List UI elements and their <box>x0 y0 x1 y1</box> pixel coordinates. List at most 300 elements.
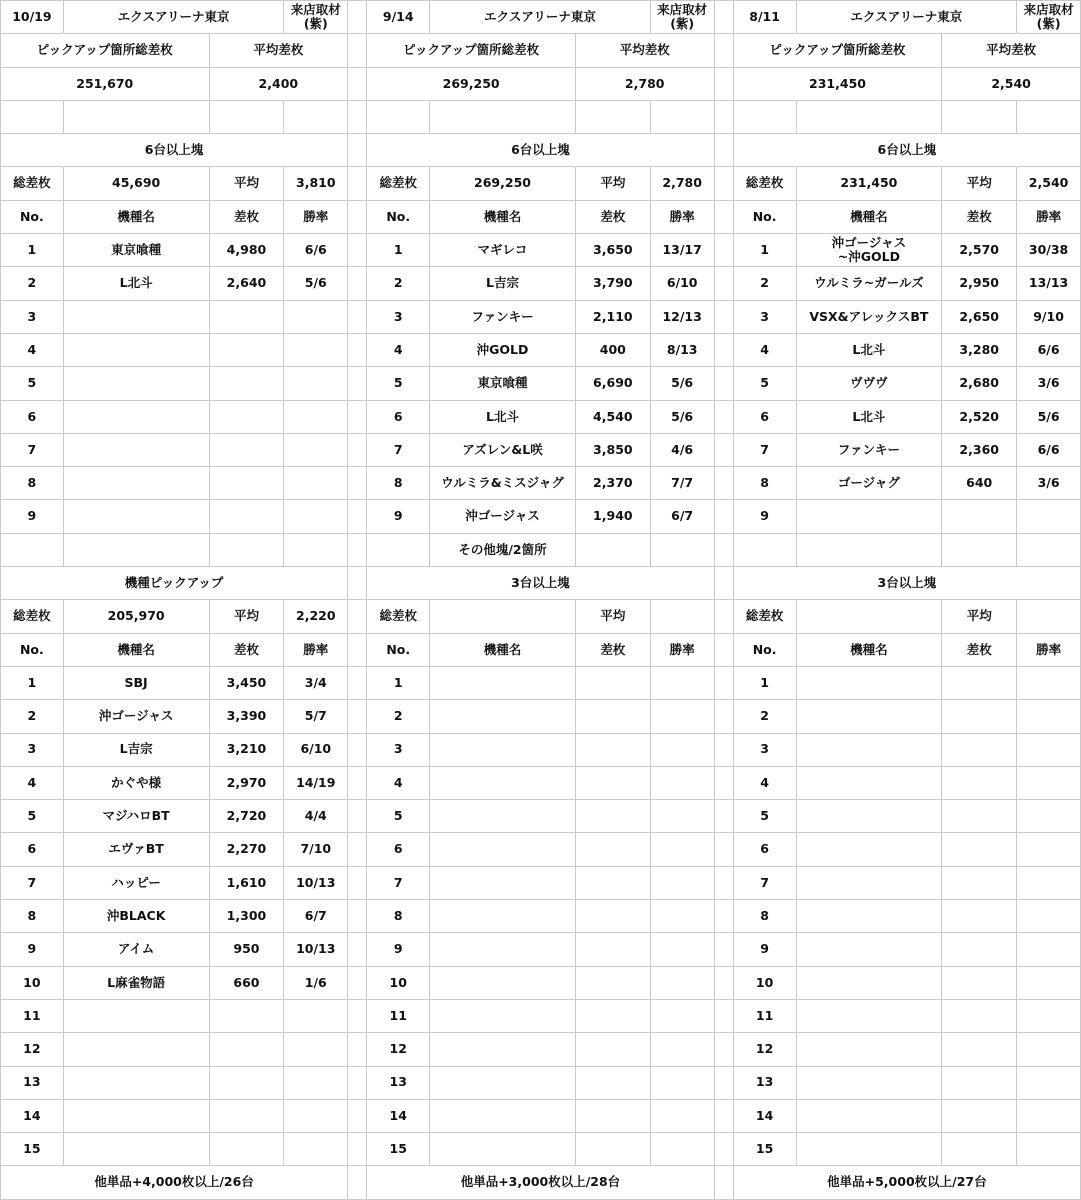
avg-value: 3,810 <box>284 167 347 199</box>
diff-value: 3,450 <box>210 667 284 699</box>
row-number: 4 <box>367 767 429 799</box>
model-name <box>430 700 575 732</box>
model-name: マギレコ <box>430 234 575 266</box>
sheet-row <box>1 1067 1080 1099</box>
no-header: No. <box>367 201 429 233</box>
win-rate <box>651 1033 714 1065</box>
diff-value <box>942 734 1016 766</box>
other-clusters-note <box>797 534 942 566</box>
win-rate <box>1017 900 1080 932</box>
column-spacer <box>348 567 366 599</box>
row-number: 1 <box>367 234 429 266</box>
diff-value <box>942 500 1016 532</box>
column-spacer <box>715 800 733 832</box>
row-number: 2 <box>1 700 63 732</box>
sum-label: 総差枚 <box>367 167 429 199</box>
row-number: 6 <box>1 833 63 865</box>
model-name <box>797 900 942 932</box>
average-value: 2,780 <box>576 68 714 100</box>
model-name <box>64 367 209 399</box>
avg-value: 2,220 <box>284 600 347 632</box>
diff-value: 660 <box>210 967 284 999</box>
row-number: 6 <box>734 401 796 433</box>
diff-value <box>210 434 284 466</box>
sheet-row <box>1 1166 1080 1198</box>
column-spacer <box>348 467 366 499</box>
avg-label: 平均 <box>210 600 284 632</box>
win-rate: 12/13 <box>651 301 714 333</box>
sheet-row <box>1 933 1080 965</box>
diff-header: 差枚 <box>210 634 284 666</box>
row-number: 2 <box>734 700 796 732</box>
row-number: 15 <box>1 1133 63 1165</box>
win-rate <box>1017 867 1080 899</box>
other-clusters-note: その他塊/2箇所 <box>430 534 575 566</box>
column-spacer <box>348 767 366 799</box>
sum-label: 総差枚 <box>367 600 429 632</box>
column-spacer <box>715 567 733 599</box>
no-header: No. <box>367 634 429 666</box>
win-rate <box>1017 1033 1080 1065</box>
row-number: 4 <box>367 334 429 366</box>
model-name: ヴヴヴ <box>797 367 942 399</box>
model-name <box>430 800 575 832</box>
diff-value <box>942 1100 1016 1132</box>
model-name: 沖GOLD <box>430 334 575 366</box>
model-name: アズレン&L咲 <box>430 434 575 466</box>
row-number: 5 <box>1 800 63 832</box>
average-label: 平均差枚 <box>576 34 714 66</box>
model-name <box>797 967 942 999</box>
model-header: 機種名 <box>797 634 942 666</box>
column-spacer <box>348 967 366 999</box>
blank-cell <box>576 534 650 566</box>
sheet-row <box>1 734 1080 766</box>
column-spacer <box>715 1133 733 1165</box>
row-number: 3 <box>734 301 796 333</box>
diff-header: 差枚 <box>942 634 1016 666</box>
diff-value: 3,280 <box>942 334 1016 366</box>
model-name <box>430 1000 575 1032</box>
model-header: 機種名 <box>797 201 942 233</box>
win-rate: 6/7 <box>284 900 347 932</box>
row-number: 7 <box>1 867 63 899</box>
column-spacer <box>715 734 733 766</box>
diff-value: 400 <box>576 334 650 366</box>
win-rate <box>1017 800 1080 832</box>
model-name <box>797 833 942 865</box>
column-spacer <box>715 900 733 932</box>
model-name: ゴージャグ <box>797 467 942 499</box>
win-rate: 14/19 <box>284 767 347 799</box>
average-value: 2,540 <box>942 68 1080 100</box>
other-clusters-note <box>64 534 209 566</box>
win-rate <box>651 833 714 865</box>
row-number: 2 <box>1 267 63 299</box>
win-rate: 7/10 <box>284 833 347 865</box>
diff-value <box>942 1133 1016 1165</box>
win-rate <box>284 500 347 532</box>
win-rate <box>651 900 714 932</box>
row-number: 12 <box>734 1033 796 1065</box>
diff-value <box>210 367 284 399</box>
sheet-row <box>1 68 1080 100</box>
column-spacer <box>348 700 366 732</box>
diff-value: 640 <box>942 467 1016 499</box>
diff-value <box>210 1100 284 1132</box>
blank-cell <box>1 101 63 133</box>
diff-value <box>942 1000 1016 1032</box>
column-spacer <box>715 167 733 199</box>
column-spacer <box>348 900 366 932</box>
model-name <box>797 1100 942 1132</box>
winrate-header: 勝率 <box>284 634 347 666</box>
model-name <box>430 933 575 965</box>
diff-value: 2,370 <box>576 467 650 499</box>
sheet-row <box>1 467 1080 499</box>
win-rate: 10/13 <box>284 867 347 899</box>
section-title: 3台以上塊 <box>367 567 713 599</box>
diff-value <box>576 933 650 965</box>
win-rate <box>1017 700 1080 732</box>
section-title: 機種ピックアップ <box>1 567 347 599</box>
no-header: No. <box>734 201 796 233</box>
sheet-row <box>1 867 1080 899</box>
diff-header: 差枚 <box>942 201 1016 233</box>
model-name <box>430 833 575 865</box>
win-rate <box>284 401 347 433</box>
sum-label: 総差枚 <box>734 600 796 632</box>
win-rate: 3/6 <box>1017 367 1080 399</box>
row-number: 9 <box>367 500 429 532</box>
visit-badge: 来店取材 (紫) <box>651 1 714 33</box>
win-rate <box>1017 767 1080 799</box>
model-name: L吉宗 <box>64 734 209 766</box>
win-rate <box>284 434 347 466</box>
win-rate <box>284 1100 347 1132</box>
avg-label: 平均 <box>942 167 1016 199</box>
win-rate: 5/6 <box>1017 401 1080 433</box>
row-number: 6 <box>734 833 796 865</box>
diff-value <box>576 867 650 899</box>
avg-value <box>1017 600 1080 632</box>
win-rate <box>651 1000 714 1032</box>
column-spacer <box>715 301 733 333</box>
blank-cell <box>1017 534 1080 566</box>
column-spacer <box>348 34 366 66</box>
row-number: 2 <box>734 267 796 299</box>
win-rate <box>1017 500 1080 532</box>
diff-value <box>576 734 650 766</box>
row-number: 1 <box>367 667 429 699</box>
model-name: ウルミラ~ガールズ <box>797 267 942 299</box>
column-spacer <box>715 1033 733 1065</box>
diff-value: 2,640 <box>210 267 284 299</box>
column-spacer <box>348 1100 366 1132</box>
store-name: エクスアリーナ東京 <box>430 1 650 33</box>
sheet-row <box>1 767 1080 799</box>
row-number: 8 <box>367 900 429 932</box>
row-number: 10 <box>734 967 796 999</box>
model-name: L北斗 <box>64 267 209 299</box>
row-number: 10 <box>367 967 429 999</box>
model-name <box>797 734 942 766</box>
average-label: 平均差枚 <box>210 34 348 66</box>
diff-value <box>210 1133 284 1165</box>
model-name <box>430 667 575 699</box>
sum-label: 総差枚 <box>1 600 63 632</box>
footer-note: 他単品+5,000枚以上/27台 <box>734 1166 1080 1198</box>
sheet-row <box>1 267 1080 299</box>
diff-value: 2,950 <box>942 267 1016 299</box>
column-spacer <box>715 667 733 699</box>
diff-value: 4,980 <box>210 234 284 266</box>
section-title: 3台以上塊 <box>734 567 1080 599</box>
column-spacer <box>715 467 733 499</box>
win-rate <box>651 867 714 899</box>
win-rate: 3/4 <box>284 667 347 699</box>
row-number: 10 <box>1 967 63 999</box>
row-number: 8 <box>1 900 63 932</box>
avg-value: 2,540 <box>1017 167 1080 199</box>
row-number: 8 <box>734 467 796 499</box>
no-header: No. <box>1 634 63 666</box>
row-number: 7 <box>734 434 796 466</box>
win-rate <box>284 1033 347 1065</box>
win-rate <box>1017 667 1080 699</box>
diff-value <box>576 1100 650 1132</box>
column-spacer <box>715 134 733 166</box>
column-spacer <box>348 101 366 133</box>
diff-header: 差枚 <box>576 201 650 233</box>
blank-cell <box>942 101 1016 133</box>
row-number: 7 <box>367 867 429 899</box>
row-number: 2 <box>367 267 429 299</box>
row-number: 1 <box>1 667 63 699</box>
sheet-row <box>1 700 1080 732</box>
win-rate: 1/6 <box>284 967 347 999</box>
total-value: 269,250 <box>367 68 575 100</box>
model-name: アイム <box>64 933 209 965</box>
blank-cell <box>1017 101 1080 133</box>
sheet-row <box>1 900 1080 932</box>
model-name <box>64 1067 209 1099</box>
column-spacer <box>715 401 733 433</box>
win-rate: 7/7 <box>651 467 714 499</box>
row-number: 8 <box>367 467 429 499</box>
column-spacer <box>348 1067 366 1099</box>
win-rate <box>651 667 714 699</box>
diff-header: 差枚 <box>576 634 650 666</box>
model-name: かぐや様 <box>64 767 209 799</box>
visit-badge: 来店取材 (紫) <box>284 1 347 33</box>
column-spacer <box>715 434 733 466</box>
diff-value <box>942 800 1016 832</box>
model-name: 東京喰種 <box>430 367 575 399</box>
win-rate: 9/10 <box>1017 301 1080 333</box>
sheet-row <box>1 667 1080 699</box>
sheet-row <box>1 1100 1080 1132</box>
total-label: ピックアップ箇所総差枚 <box>1 34 209 66</box>
model-name: VSX&アレックスBT <box>797 301 942 333</box>
column-spacer <box>715 867 733 899</box>
diff-value <box>942 1067 1016 1099</box>
diff-value: 2,570 <box>942 234 1016 266</box>
diff-value: 2,110 <box>576 301 650 333</box>
sheet-row <box>1 434 1080 466</box>
model-name <box>797 1067 942 1099</box>
row-number: 1 <box>734 667 796 699</box>
model-name <box>430 1067 575 1099</box>
column-spacer <box>348 933 366 965</box>
diff-value <box>210 401 284 433</box>
blank-cell <box>797 101 942 133</box>
column-spacer <box>715 933 733 965</box>
column-spacer <box>715 267 733 299</box>
row-number: 1 <box>1 234 63 266</box>
column-spacer <box>348 367 366 399</box>
average-label: 平均差枚 <box>942 34 1080 66</box>
row-number: 11 <box>367 1000 429 1032</box>
row-number: 4 <box>734 334 796 366</box>
diff-value <box>942 700 1016 732</box>
sheet-row <box>1 567 1080 599</box>
model-name <box>64 1033 209 1065</box>
diff-value <box>576 700 650 732</box>
column-spacer <box>348 301 366 333</box>
column-spacer <box>715 334 733 366</box>
sheet-row <box>1 167 1080 199</box>
diff-value <box>576 967 650 999</box>
model-name: ハッピー <box>64 867 209 899</box>
column-spacer <box>715 68 733 100</box>
model-name <box>430 900 575 932</box>
model-name <box>430 734 575 766</box>
section-title: 6台以上塊 <box>1 134 347 166</box>
row-number: 7 <box>367 434 429 466</box>
no-header: No. <box>734 634 796 666</box>
model-name <box>64 1000 209 1032</box>
total-value: 251,670 <box>1 68 209 100</box>
model-name <box>797 1033 942 1065</box>
win-rate <box>651 700 714 732</box>
sheet-row <box>1 401 1080 433</box>
win-rate <box>1017 1067 1080 1099</box>
column-spacer <box>715 1000 733 1032</box>
column-spacer <box>715 34 733 66</box>
column-spacer <box>715 1100 733 1132</box>
section-title: 6台以上塊 <box>734 134 1080 166</box>
sheet-row <box>1 234 1080 266</box>
model-name: ファンキー <box>430 301 575 333</box>
diff-value: 6,690 <box>576 367 650 399</box>
model-name <box>797 933 942 965</box>
win-rate: 5/6 <box>651 367 714 399</box>
sum-value <box>430 600 575 632</box>
model-name <box>430 867 575 899</box>
sheet-row <box>1 1133 1080 1165</box>
row-number: 6 <box>367 401 429 433</box>
win-rate: 5/6 <box>651 401 714 433</box>
model-name: 沖BLACK <box>64 900 209 932</box>
diff-value <box>576 800 650 832</box>
diff-value <box>942 667 1016 699</box>
diff-value <box>210 334 284 366</box>
row-number: 9 <box>1 933 63 965</box>
diff-value: 950 <box>210 933 284 965</box>
column-spacer <box>715 634 733 666</box>
model-name <box>797 500 942 532</box>
diff-value: 2,650 <box>942 301 1016 333</box>
model-name <box>430 1133 575 1165</box>
sheet-row <box>1 634 1080 666</box>
column-spacer <box>715 767 733 799</box>
win-rate <box>651 1133 714 1165</box>
date-label: 10/19 <box>1 1 63 33</box>
row-number: 14 <box>1 1100 63 1132</box>
win-rate: 6/7 <box>651 500 714 532</box>
sheet-row <box>1 600 1080 632</box>
date-label: 9/14 <box>367 1 429 33</box>
model-name <box>797 700 942 732</box>
diff-value <box>210 467 284 499</box>
model-name <box>64 500 209 532</box>
model-name <box>64 401 209 433</box>
row-number: 14 <box>367 1100 429 1132</box>
column-spacer <box>348 600 366 632</box>
column-spacer <box>348 401 366 433</box>
diff-header: 差枚 <box>210 201 284 233</box>
diff-value: 2,680 <box>942 367 1016 399</box>
winrate-header: 勝率 <box>284 201 347 233</box>
winrate-header: 勝率 <box>651 634 714 666</box>
model-name: 沖ゴージャス <box>430 500 575 532</box>
model-name: SBJ <box>64 667 209 699</box>
row-number: 4 <box>1 767 63 799</box>
sum-label: 総差枚 <box>1 167 63 199</box>
sheet-row <box>1 534 1080 566</box>
column-spacer <box>348 1133 366 1165</box>
diff-value <box>942 833 1016 865</box>
win-rate: 6/6 <box>284 234 347 266</box>
sheet-row <box>1 34 1080 66</box>
row-number: 5 <box>367 800 429 832</box>
blank-cell <box>651 534 714 566</box>
win-rate: 13/13 <box>1017 267 1080 299</box>
row-number: 4 <box>734 767 796 799</box>
blank-cell <box>210 101 284 133</box>
column-spacer <box>348 201 366 233</box>
section-title: 6台以上塊 <box>367 134 713 166</box>
blank-cell <box>1 534 63 566</box>
column-spacer <box>348 167 366 199</box>
footer-note: 他単品+3,000枚以上/28台 <box>367 1166 713 1198</box>
column-spacer <box>715 833 733 865</box>
row-number: 13 <box>734 1067 796 1099</box>
sum-value: 231,450 <box>797 167 942 199</box>
sum-value: 45,690 <box>64 167 209 199</box>
diff-value <box>942 867 1016 899</box>
win-rate: 13/17 <box>651 234 714 266</box>
model-name <box>797 767 942 799</box>
sheet-row <box>1 967 1080 999</box>
row-number: 15 <box>734 1133 796 1165</box>
blank-cell <box>210 534 284 566</box>
row-number: 3 <box>367 734 429 766</box>
win-rate <box>284 301 347 333</box>
row-number: 13 <box>1 1067 63 1099</box>
model-header: 機種名 <box>430 634 575 666</box>
